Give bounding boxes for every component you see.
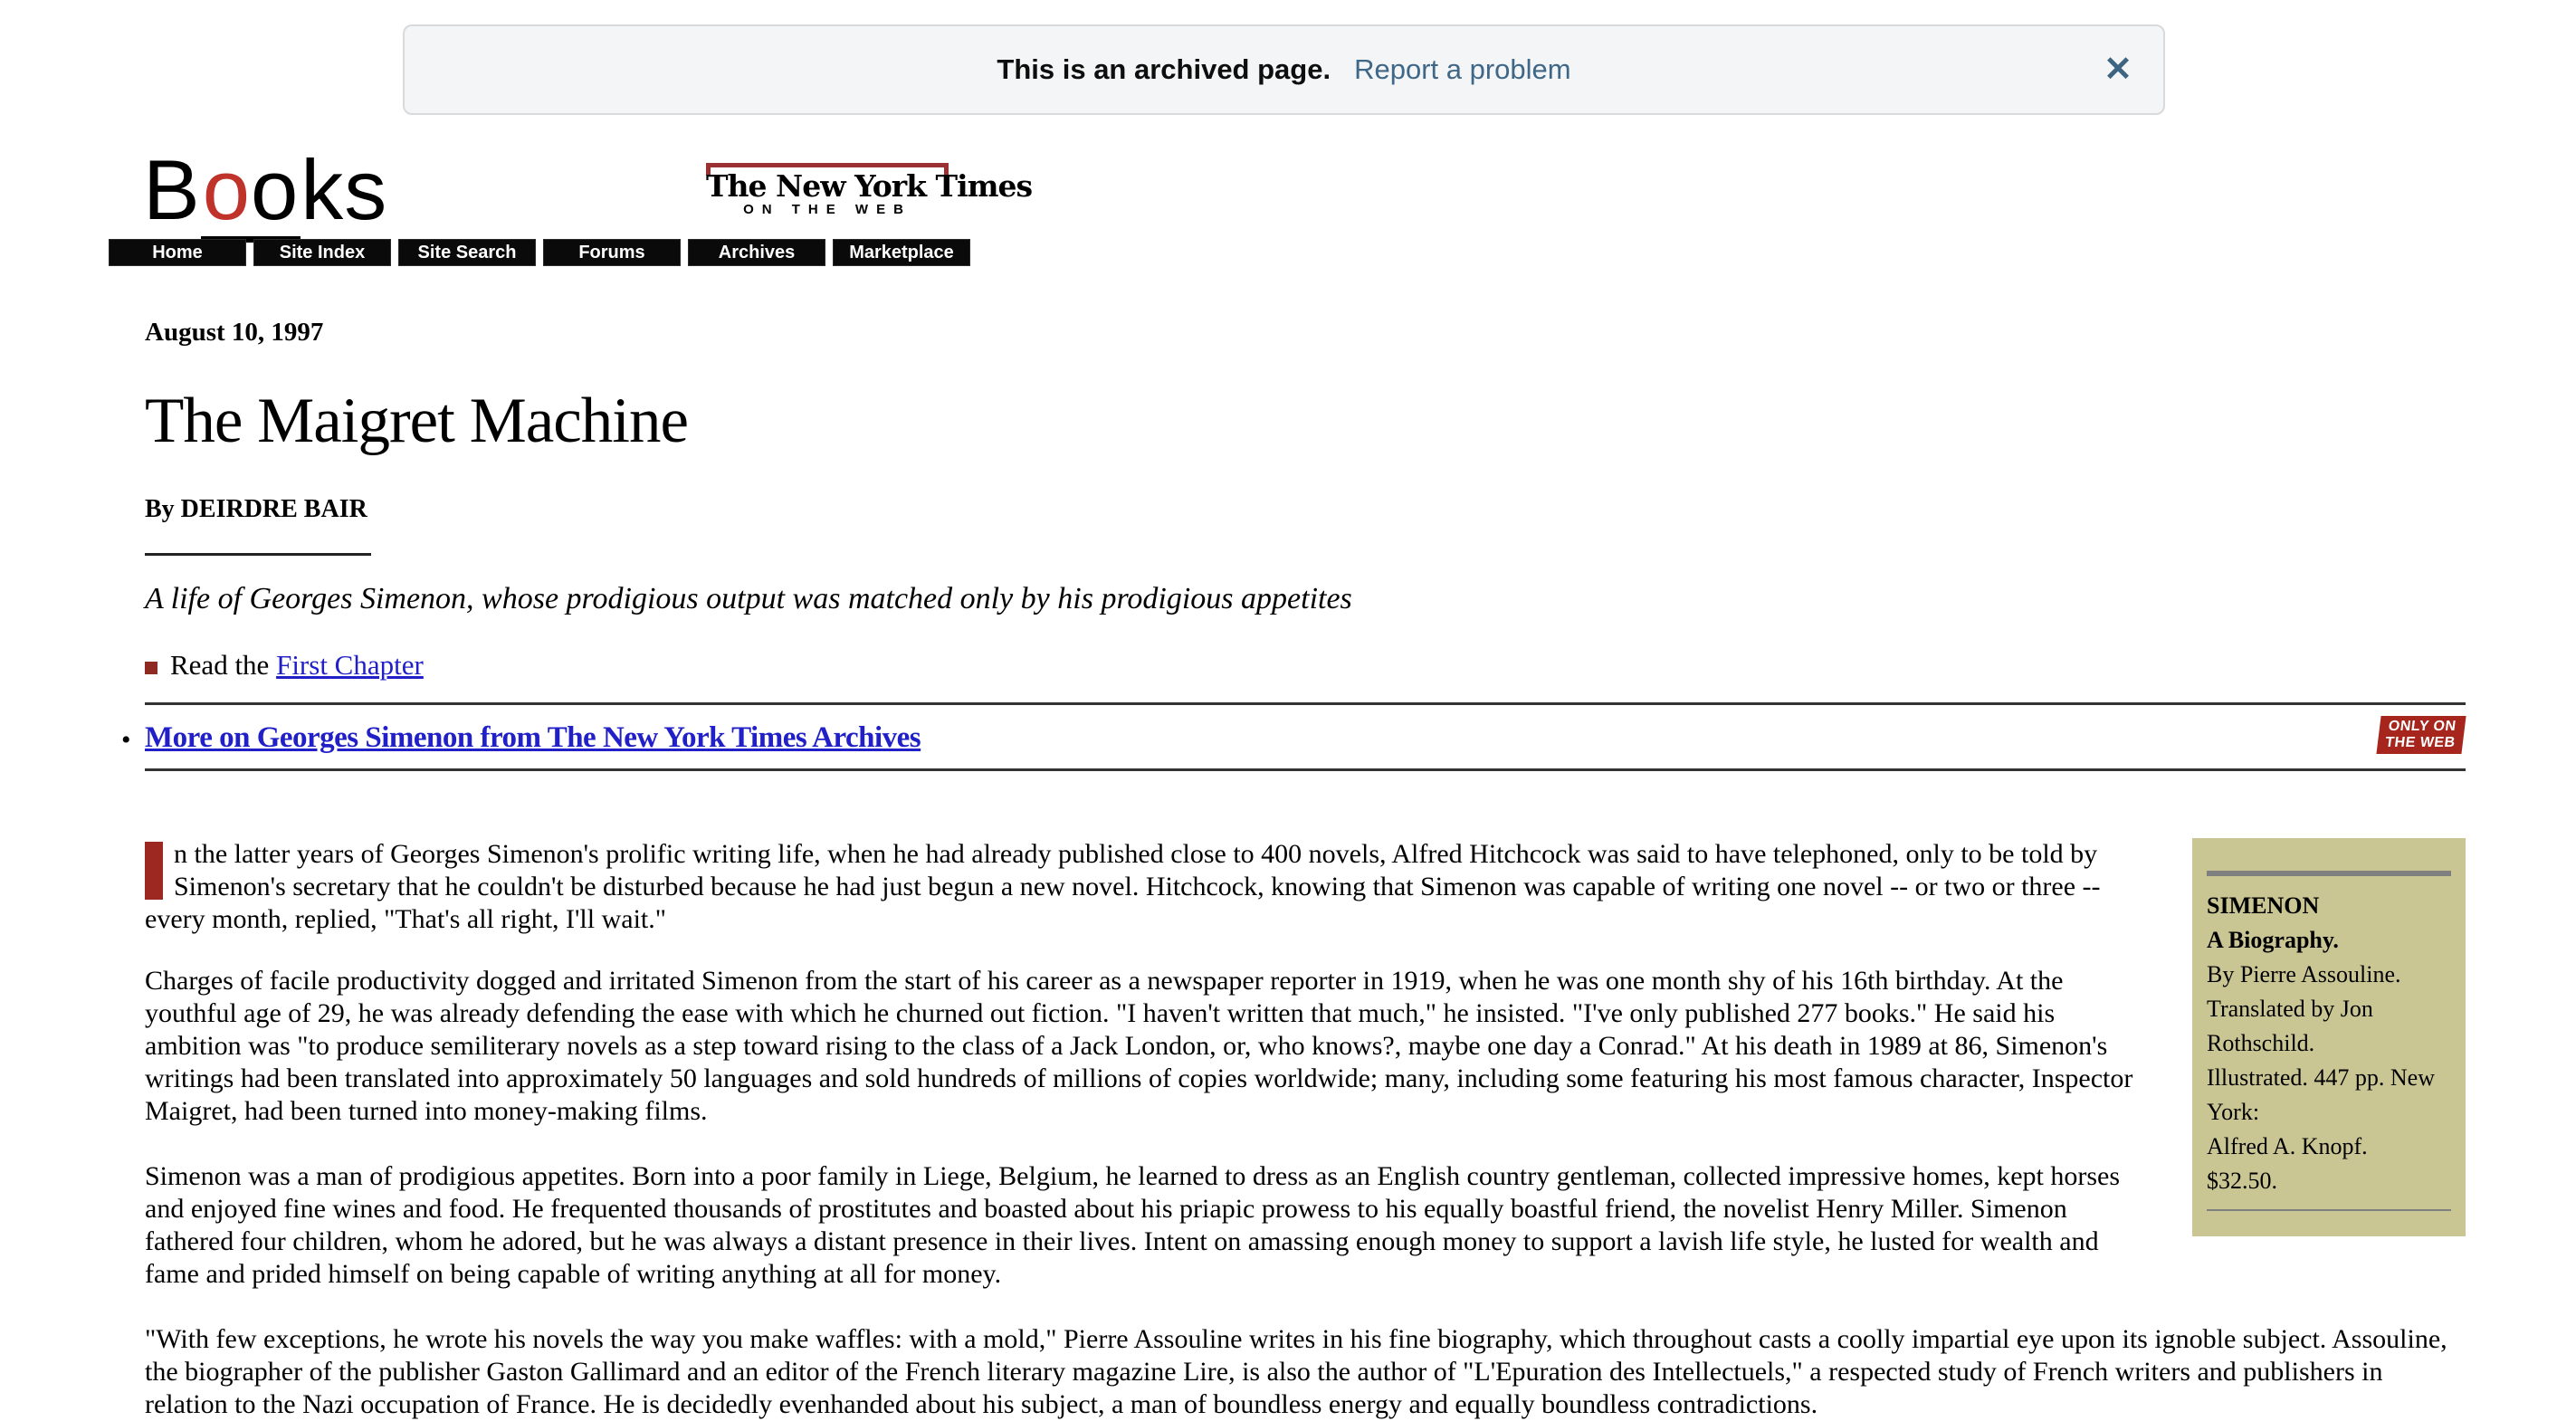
books-logo-ks: ks (301, 142, 388, 237)
book-title: SIMENON (2207, 892, 2320, 919)
close-icon[interactable]: ✕ (2104, 51, 2132, 89)
books-logo[interactable] (143, 142, 388, 243)
dropcap-i: I (145, 842, 163, 900)
archived-banner (403, 24, 2165, 115)
book-box-rule-bottom (2207, 1209, 2451, 1211)
books-logo-b: B (143, 142, 201, 237)
archived-banner-message: This is an archived page. (997, 53, 1331, 85)
nav-button-site-index[interactable]: Site Index (253, 239, 391, 266)
nyt-masthead: The New York Times (706, 168, 1033, 204)
red-square-bullet-icon (145, 662, 157, 674)
nav-button-home[interactable]: Home (109, 239, 246, 266)
byline-divider (145, 553, 371, 556)
book-price: $32.50. (2207, 1168, 2277, 1194)
nyt-tagline: ON THE WEB (743, 202, 911, 217)
nav-button-archives[interactable]: Archives (688, 239, 825, 266)
read-prefix: Read the (170, 649, 277, 681)
book-info-box (2192, 838, 2466, 1236)
paragraph-3: Simenon was a man of prodigious appetites. Born into a poor family in Liege, Belgium, he learned to dress as an English country gentleman, collected impressive homes, kept horses and enjoyed fine wines and food. He frequented thousands of prostitutes and boasted about his priapic prowess to his equally boastful friend, the novelist Henry Miller. Simenon fathered four children, whom he adored, but he was always a distant presence in their lives. Intent on amassing enough money to support a lavish life style, he lusted for wealth and fame and prided himself on being capable of writing anything at all for money. (145, 1161, 2121, 1289)
badge-line1: ONLY ON (2387, 719, 2457, 734)
book-publisher: Alfred A. Knopf. (2207, 1133, 2368, 1159)
nav-button-site-search[interactable]: Site Search (398, 239, 536, 266)
rule-bottom (145, 768, 2466, 771)
paragraph-2: Charges of facile productivity dogged and irritated Simenon from the start of his career as a newspaper reporter in 1919, when he was one month shy of his 16th birthday. At the youthful age of 29, he was already defending the ease with which he churned out fiction. "I haven't written that much," he insisted. "I've only published 277 books." He said his ambition was "to produce semiliterary novels as a step toward rising to the class of a Jack London, or, who knows?, maybe one day a Conrad." At his death in 1989 at 86, Simenon's writings had been translated into approximately 50 languages and sold hundreds of millions of copies worldwide; many, including some featuring his most famous character, Inspector Maigret, had been turned into money-making films. (145, 966, 2133, 1126)
site-navbar (109, 239, 970, 266)
books-logo-red-o: o (202, 142, 251, 237)
paragraph-1-text: n the latter years of Georges Simenon's prolific writing life, when he had already published close to 400 novels, Alfred Hitchcock was said to have telephoned, only to be told by Simenon's secretary that he couldn't be disturbed because he had just begun a new novel. Hitchcock, knowing that Simenon was capable of writing one novel -- or two or three -- every month, replied, "That's all right, I'll wait." (145, 839, 2101, 934)
article (121, 317, 2466, 1421)
badge-line2: THE WEB (2384, 735, 2457, 750)
book-subtitle: A Biography. (2207, 927, 2339, 953)
nav-button-forums[interactable]: Forums (543, 239, 681, 266)
page-title: The Maigret Machine (145, 386, 689, 456)
nyt-web-logo[interactable] (706, 163, 1033, 217)
article-date: August 10, 1997 (145, 318, 324, 347)
nav-button-marketplace[interactable]: Marketplace (833, 239, 970, 266)
report-problem-link[interactable]: Report a problem (1354, 53, 1571, 85)
first-chapter-link[interactable]: First Chapter (276, 649, 424, 681)
article-subtitle: A life of Georges Simenon, whose prodigious output was matched only by his prodigious appetites (145, 582, 1352, 615)
paragraph-1 (145, 838, 2466, 936)
read-first-chapter-line (145, 646, 2466, 684)
book-publisher-city: Illustrated. 447 pp. New York: (2207, 1064, 2436, 1125)
more-archives-link[interactable]: More on Georges Simenon from The New York Times Archives (145, 721, 921, 754)
book-box-rule-top (2207, 871, 2451, 876)
books-logo-underline (201, 142, 301, 243)
article-byline: By DEIRDRE BAIR (145, 495, 367, 523)
book-author: By Pierre Assouline. (2207, 961, 2401, 987)
books-logo-black-o: o (250, 142, 300, 237)
only-on-the-web-badge-icon (2376, 716, 2466, 754)
list-bullet: • (121, 725, 131, 755)
book-translator: Translated by Jon Rothschild. (2207, 996, 2373, 1056)
paragraph-4: "With few exceptions, he wrote his novels the way you make waffles: with a mold," Pierre Assouline writes in his fine biography, which throughout casts a coolly impartial eye upon its ignoble subject. Assouline, the biographer of the publisher Gaston Gallimard and an editor of the French literary magazine Lire, is also the author of "L'Epuration des Intellectuels," a respected study of French writers and publishers in relation to the Nazi occupation of France. He is decidedly evenhanded about his subject, a man of boundless energy and equally boundless contradictions. (145, 1324, 2447, 1419)
more-archives-row (121, 705, 2466, 768)
article-body (145, 838, 2466, 1421)
